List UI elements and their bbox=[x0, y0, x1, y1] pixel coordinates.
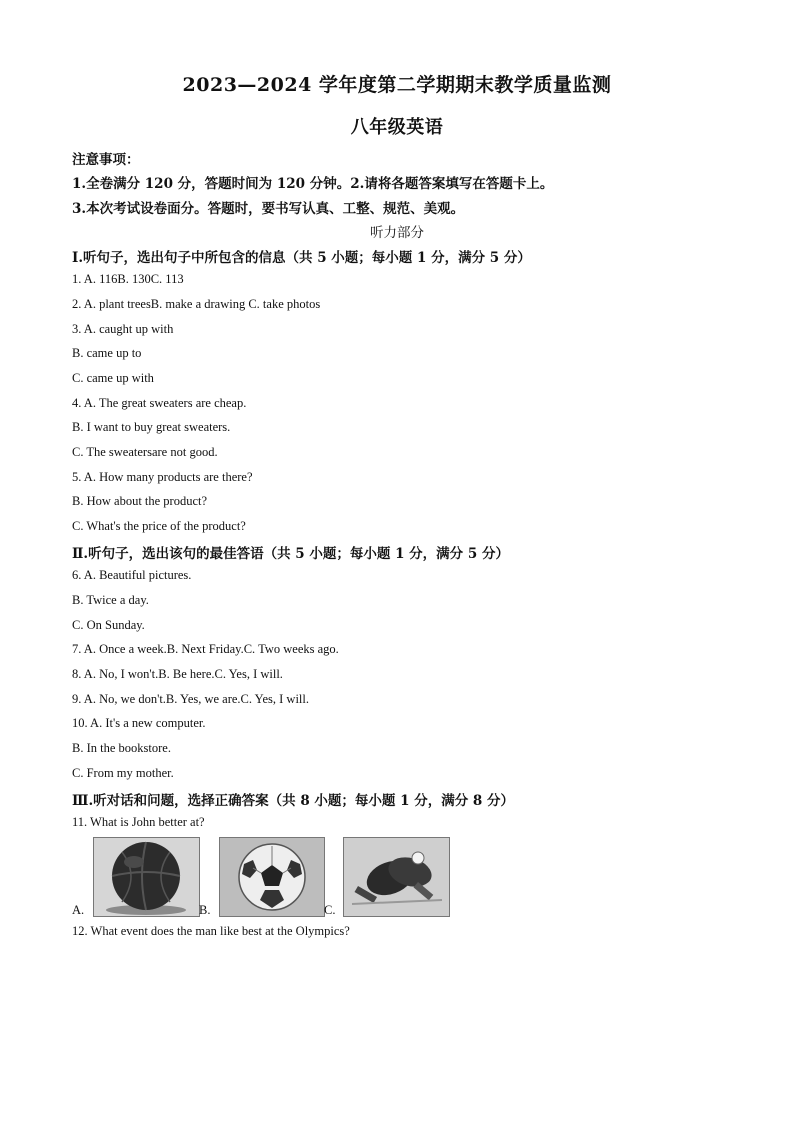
question-line: 10. A. It's a new computer. bbox=[72, 716, 206, 730]
section1-heading: I.听句子，选出句子中所包含的信息（共 5 小题；每小题 1 分，满分 5 分） bbox=[72, 250, 531, 266]
basketball-image bbox=[93, 837, 200, 917]
notes-line-1: 1.全卷满分 120 分，答题时间为 120 分钟。2.请将各题答案填写在答题卡上。 bbox=[72, 176, 554, 192]
option-b-label: B. bbox=[199, 903, 211, 917]
option-line: C. From my mother. bbox=[72, 766, 174, 780]
option-line: B. How about the product? bbox=[72, 494, 208, 508]
option-line: C. came up with bbox=[72, 371, 154, 385]
section3-heading: Ⅲ.听对话和问题，选择正确答案（共 8 小题；每小题 1 分，满分 8 分） bbox=[72, 793, 515, 809]
question-11: 11. What is John better at? bbox=[72, 815, 205, 829]
question-line: 5. A. How many products are there? bbox=[72, 470, 253, 484]
option-line: C. The sweatersare not good. bbox=[72, 445, 218, 459]
section2-heading: Ⅱ.听句子，选出该句的最佳答语（共 5 小题；每小题 1 分，满分 5 分） bbox=[72, 546, 509, 562]
notes-line-2: 3.本次考试设卷面分。答题时，要书写认真、工整、规范、美观。 bbox=[72, 201, 465, 217]
question-line: 6. A. Beautiful pictures. bbox=[72, 568, 192, 582]
option-c-label: C. bbox=[324, 903, 336, 917]
option-line: C. What's the price of the product? bbox=[72, 519, 246, 533]
question-line: 4. A. The great sweaters are cheap. bbox=[72, 396, 247, 410]
option-line: B. I want to buy great sweaters. bbox=[72, 420, 231, 434]
question-line: 8. A. No, I won't.B. Be here.C. Yes, I will. bbox=[72, 667, 283, 681]
part-title: 听力部分 bbox=[370, 225, 424, 241]
option-line: C. On Sunday. bbox=[72, 618, 145, 632]
soccer-ball-image bbox=[219, 837, 325, 917]
option-line: B. In the bookstore. bbox=[72, 741, 171, 755]
question-line: 9. A. No, we don't.B. Yes, we are.C. Yes, I will. bbox=[72, 692, 309, 706]
question-line: 3. A. caught up with bbox=[72, 322, 174, 336]
exam-subtitle: 八年级英语 bbox=[350, 117, 444, 138]
question-line: 1. A. 116B. 130C. 113 bbox=[72, 272, 184, 286]
question-line: 7. A. Once a week.B. Next Friday.C. Two weeks ago. bbox=[72, 642, 339, 656]
notes-heading: 注意事项： bbox=[72, 152, 140, 168]
question-line: 2. A. plant treesB. make a drawing C. take photos bbox=[72, 297, 321, 311]
option-line: B. came up to bbox=[72, 346, 142, 360]
option-a-label: A. bbox=[72, 903, 85, 917]
exam-title: 2023—2024 学年度第二学期期末教学质量监测 bbox=[182, 74, 612, 96]
ping-pong-image bbox=[343, 837, 450, 917]
question-12: 12. What event does the man like best at the Olympics? bbox=[72, 924, 350, 938]
option-line: B. Twice a day. bbox=[72, 593, 149, 607]
